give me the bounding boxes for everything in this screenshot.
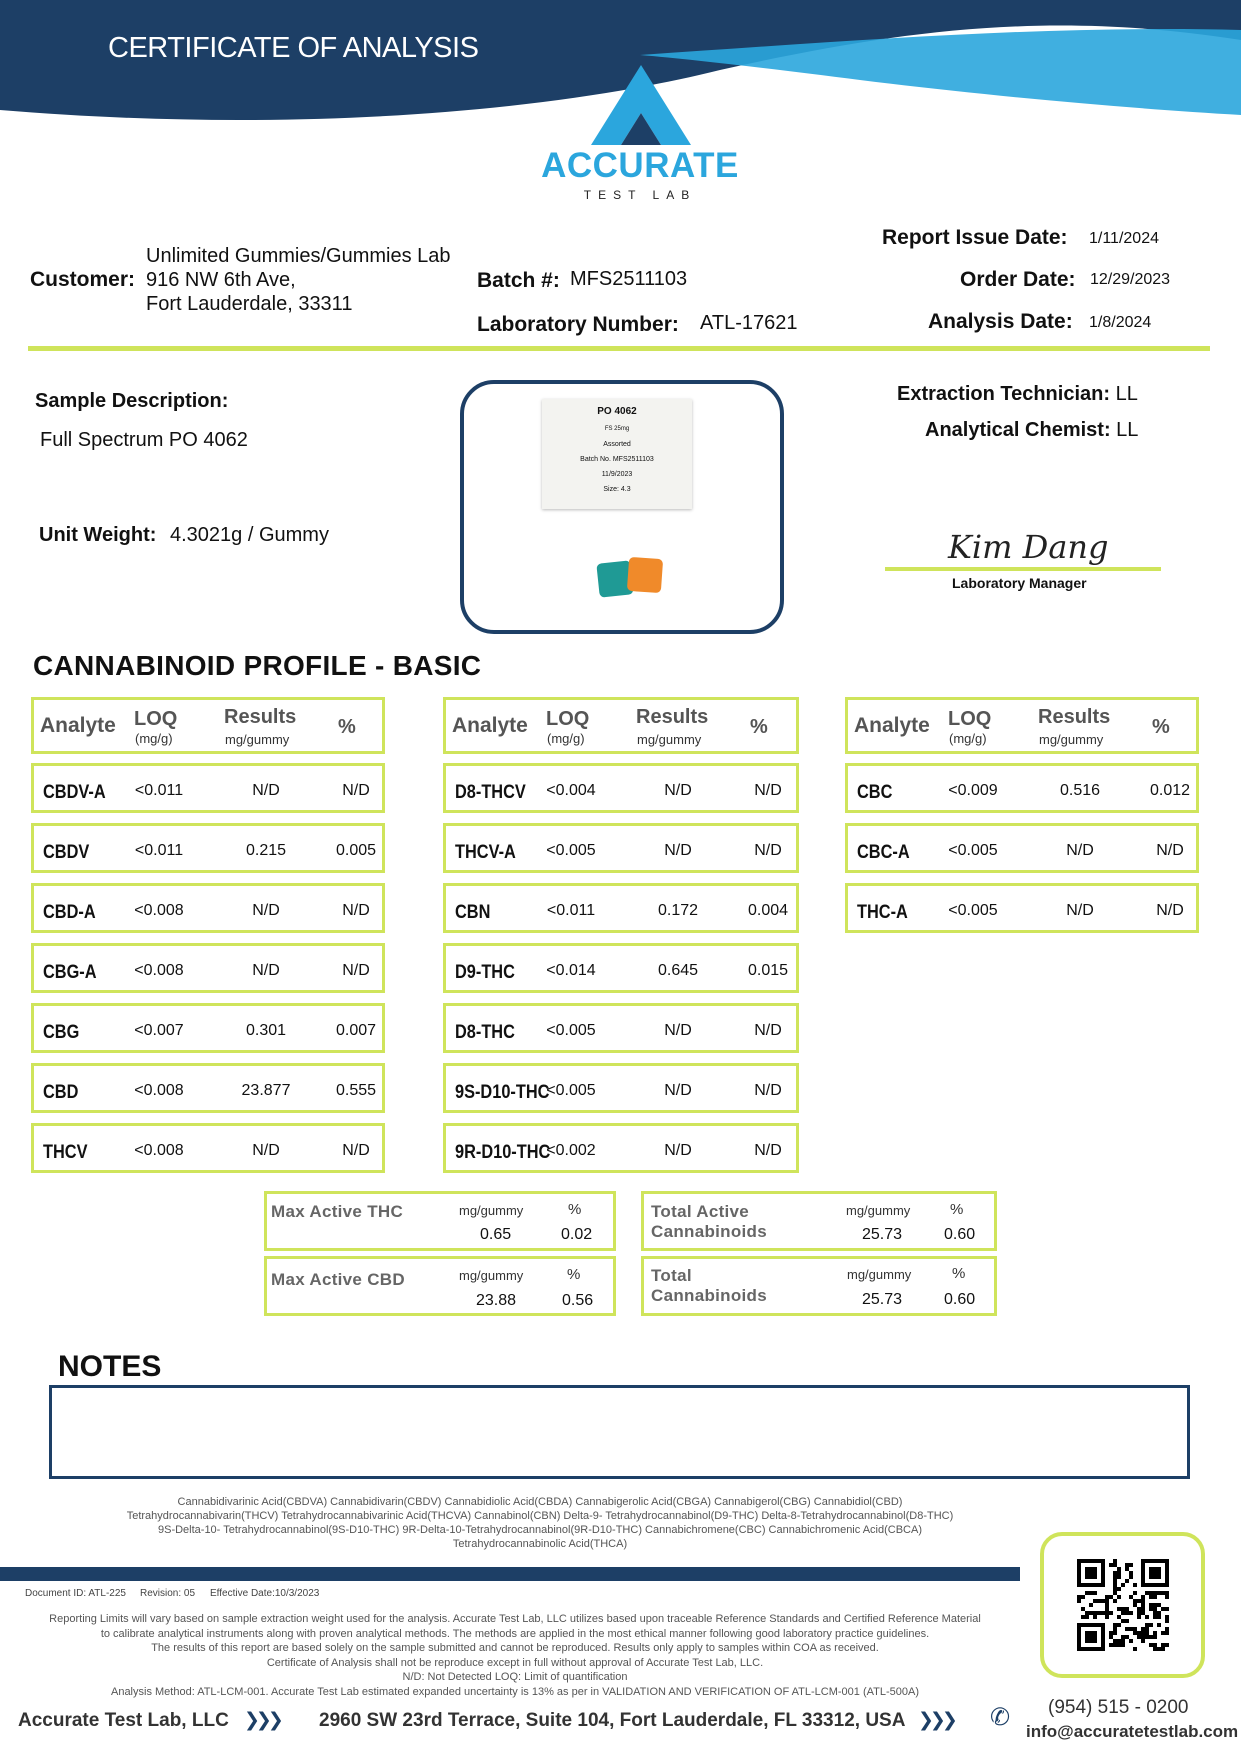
- photo-label-line-1: PO 4062: [597, 406, 637, 417]
- analyte-result: N/D: [252, 902, 280, 919]
- customer-name: Unlimited Gummies/Gummies Lab: [146, 245, 451, 267]
- analyte-percent: N/D: [342, 902, 370, 919]
- report-issue-label: Report Issue Date:: [882, 226, 1068, 249]
- analyte-loq: <0.005: [948, 902, 998, 919]
- analyte-name: D8-THCV: [455, 782, 526, 803]
- photo-label-line-4: Batch No. MFS2511103: [580, 456, 654, 463]
- logo-subtitle: TEST LAB: [583, 188, 697, 202]
- chevrons-icon-2: ❯❯❯: [918, 1710, 954, 1731]
- header-loq: LOQ: [948, 708, 992, 730]
- photo-label-line-5: 11/9/2023: [601, 471, 633, 478]
- total-pct: 0.60: [944, 1291, 976, 1308]
- table-row: [443, 943, 799, 993]
- footer-email[interactable]: info@accuratetestlab.com: [1026, 1722, 1239, 1741]
- max-active-cbd-title: Max Active CBD: [271, 1270, 405, 1289]
- analyte-name: CBD-A: [43, 902, 96, 923]
- header-results-unit: mg/gummy: [1039, 732, 1104, 747]
- header-percent: %: [338, 716, 356, 738]
- analyte-name: CBG-A: [43, 962, 97, 983]
- table-row: [31, 1063, 385, 1113]
- table-row: [443, 1003, 799, 1053]
- analyte-result: N/D: [252, 1142, 280, 1159]
- qr-code-frame: [1040, 1532, 1205, 1678]
- analyte-result: 0.301: [245, 1022, 287, 1039]
- max-active-thc-title: Max Active THC: [271, 1202, 404, 1221]
- analyte-percent: N/D: [342, 782, 370, 799]
- photo-label-line-2: FS 25mg: [604, 426, 630, 432]
- analyte-result: N/D: [664, 1142, 692, 1159]
- header-results-unit: mg/gummy: [637, 732, 702, 747]
- table-header: [31, 697, 385, 754]
- phone-icon: ✆: [990, 1704, 1011, 1731]
- table-row: [31, 1123, 385, 1173]
- table-header: [845, 697, 1199, 754]
- analyte-name: CBN: [455, 902, 491, 923]
- max-active-thc-unit-mg: mg/gummy: [459, 1203, 524, 1218]
- analyte-result: 0.645: [657, 962, 699, 979]
- analyte-name: THC-A: [857, 902, 908, 923]
- analytical-chemist: [925, 419, 1138, 442]
- analyte-name: THCV: [43, 1142, 88, 1163]
- table-row: [443, 883, 799, 933]
- table-row: [31, 943, 385, 993]
- analyte-percent: 0.004: [747, 902, 789, 919]
- analyte-loq: <0.005: [546, 842, 596, 859]
- analyte-loq: <0.007: [134, 1022, 184, 1039]
- total-unit-mg: mg/gummy: [847, 1267, 912, 1282]
- unit-weight-label: Unit Weight:: [39, 524, 157, 546]
- analyte-result: N/D: [252, 782, 280, 799]
- batch-value: MFS2511103: [570, 268, 688, 290]
- analyte-loq: <0.005: [948, 842, 998, 859]
- analyte-percent: N/D: [342, 1142, 370, 1159]
- extraction-technician-value: LL: [1115, 383, 1138, 405]
- table-row: [31, 883, 385, 933]
- profile-title: CANNABINOID PROFILE - BASIC: [33, 650, 482, 681]
- analyte-result: 0.516: [1059, 782, 1101, 799]
- analyte-percent: N/D: [1156, 902, 1184, 919]
- analyte-percent: 0.005: [335, 842, 377, 859]
- analyte-result: N/D: [664, 1082, 692, 1099]
- analyte-percent: N/D: [754, 1022, 782, 1039]
- customer-label: Customer:: [30, 268, 136, 291]
- analyte-name: THCV-A: [455, 842, 516, 863]
- total-active-title-2: Cannabinoids: [651, 1222, 767, 1241]
- table-row: [845, 883, 1199, 933]
- chevrons-icon: ❯❯❯: [244, 1710, 280, 1731]
- batch-label: Batch #:: [477, 269, 560, 292]
- analyte-name: CBC-A: [857, 842, 910, 863]
- analyte-loq: <0.014: [546, 962, 596, 979]
- total-title-1: Total: [651, 1266, 692, 1285]
- analyte-result: N/D: [1066, 902, 1094, 919]
- table-header: [443, 697, 799, 754]
- max-active-thc-unit-pct: %: [568, 1201, 582, 1218]
- total-title-2: Cannabinoids: [651, 1286, 767, 1305]
- analyte-result: 23.877: [241, 1082, 291, 1099]
- analyte-loq: <0.009: [948, 782, 998, 799]
- table-row: [31, 1003, 385, 1053]
- disclaimer-line-3: The results of this report are based solely on the sample submitted and cannot be reproduced. Results only apply to samples within COA as received.: [151, 1642, 879, 1654]
- analysis-date-label: Analysis Date:: [928, 310, 1073, 333]
- total-active-cannabinoids-box: [641, 1191, 997, 1251]
- table-row: [31, 763, 385, 813]
- analytical-chemist-value: LL: [1116, 419, 1139, 441]
- total-active-title-1: Total Active: [651, 1202, 750, 1221]
- disclaimer-line-6: Analysis Method: ATL-LCM-001. Accurate Test Lab estimated expanded uncertainty is 13% as per in VALIDATION AND VERIFICATION OF ATL-LCM-001 (ATL-500A): [110, 1685, 920, 1698]
- extraction-technician: [897, 383, 1138, 406]
- signature-line: [885, 567, 1161, 571]
- table-row: [845, 823, 1199, 873]
- sample-description-label: Sample Description:: [35, 390, 229, 412]
- analyte-result: N/D: [664, 842, 692, 859]
- order-date-label: Order Date:: [960, 268, 1076, 291]
- sample-description: Full Spectrum PO 4062: [40, 429, 248, 451]
- header-results: Results: [224, 706, 297, 728]
- disclaimer-line-5: N/D: Not Detected LOQ: Limit of quantification: [402, 1671, 628, 1683]
- sample-photo: [460, 380, 784, 634]
- analyte-name: CBD: [43, 1082, 79, 1103]
- analyte-loq: <0.008: [134, 902, 184, 919]
- table-row: [845, 763, 1199, 813]
- analyte-percent: N/D: [1156, 842, 1184, 859]
- analyte-result: N/D: [664, 782, 692, 799]
- analyte-loq: <0.004: [546, 782, 596, 799]
- footer-phone[interactable]: (954) 515 - 0200: [1048, 1697, 1189, 1718]
- accurate-logo-icon: [591, 65, 691, 145]
- analyte-name: CBDV-A: [43, 782, 106, 803]
- header-analyte: Analyte: [854, 714, 930, 737]
- total-active-unit-mg: mg/gummy: [846, 1203, 911, 1218]
- analyte-loq: <0.011: [546, 902, 596, 919]
- definitions-line-3: 9S-Delta-10- Tetrahydrocannabinol(9S-D10-THC) 9R-Delta-10-Tetrahydrocannabinol(9R-D10-THC) Cannabichromene(CBC) Cannabichromenic Acid(CBCA): [157, 1524, 922, 1536]
- footer-address: 2960 SW 23rd Terrace, Suite 104, Fort Lauderdale, FL 33312, USA: [319, 1710, 906, 1731]
- lab-number-label: Laboratory Number:: [477, 313, 679, 336]
- analyte-percent: N/D: [754, 782, 782, 799]
- analyte-percent: N/D: [754, 1142, 782, 1159]
- max-active-cbd-mg: 23.88: [476, 1292, 517, 1309]
- analyte-result: 0.172: [657, 902, 699, 919]
- document-effective-date: Effective Date:10/3/2023: [210, 1588, 320, 1599]
- analyte-name: D8-THC: [455, 1022, 515, 1043]
- header-loq: LOQ: [134, 708, 178, 730]
- analyte-percent: N/D: [754, 842, 782, 859]
- analyte-name: CBC: [857, 782, 893, 803]
- document-title: CERTIFICATE OF ANALYSIS: [108, 32, 479, 64]
- header-loq-unit: (mg/g): [547, 731, 585, 746]
- analyte-loq: <0.005: [546, 1082, 596, 1099]
- table-row: [443, 1123, 799, 1173]
- max-active-thc-pct: 0.02: [561, 1226, 593, 1243]
- analysis-date: 1/8/2024: [1089, 314, 1152, 331]
- notes-box: [49, 1385, 1190, 1479]
- customer-address-2: Fort Lauderdale, 33311: [146, 293, 353, 315]
- analyte-name: D9-THC: [455, 962, 515, 983]
- table-row: [31, 823, 385, 873]
- total-unit-pct: %: [952, 1265, 966, 1282]
- divider: [28, 346, 1210, 351]
- max-active-cbd-unit-pct: %: [567, 1266, 581, 1283]
- table-row: [443, 763, 799, 813]
- analyte-result: N/D: [1066, 842, 1094, 859]
- max-active-thc-mg: 0.65: [480, 1226, 512, 1243]
- analyte-loq: <0.008: [134, 1142, 184, 1159]
- definitions-line-2: Tetrahydrocannabivarin(THCV) Tetrahydrocannabivarinic Acid(THCVA) Cannabinol(CBN) Delta-9- Tetrahydrocannabinol(D9-THC) Delta-8-Tetrahydrocannabinol(D8-THC): [126, 1510, 954, 1522]
- disclaimer-line-2: to calibrate analytical instruments along with proven analytical methods. The methods are applied in the most ethical manner following good laboratory practice guidelines.: [100, 1627, 930, 1640]
- header-analyte: Analyte: [40, 714, 116, 737]
- max-active-cbd-box: [264, 1256, 616, 1316]
- analyte-loq: <0.008: [134, 1082, 184, 1099]
- table-row: [443, 823, 799, 873]
- analyte-percent: N/D: [754, 1082, 782, 1099]
- logo-name: ACCURATE: [541, 146, 739, 185]
- table-row: [443, 1063, 799, 1113]
- analyte-result: 0.215: [245, 842, 287, 859]
- definitions-line-1: Cannabidivarinic Acid(CBDVA) Cannabidivarin(CBDV) Cannabidiolic Acid(CBDA) Cannabigerolic Acid(CBGA) Cannabigerol(CBG) Cannabidiol(CBD): [177, 1496, 903, 1508]
- signature: Kim Dang: [948, 528, 1109, 566]
- analyte-percent: 0.012: [1149, 782, 1191, 799]
- extraction-technician-label: Extraction Technician:: [897, 383, 1111, 405]
- analyte-result: N/D: [252, 962, 280, 979]
- analyte-name: 9R-D10-THC: [455, 1142, 551, 1163]
- unit-weight: 4.3021g / Gummy: [170, 524, 329, 546]
- max-active-cbd-unit-mg: mg/gummy: [459, 1268, 524, 1283]
- header-analyte: Analyte: [452, 714, 528, 737]
- analyte-name: CBG: [43, 1022, 80, 1043]
- header-percent: %: [1152, 716, 1170, 738]
- analyte-percent: 0.007: [335, 1022, 377, 1039]
- gummy-orange: [627, 557, 663, 593]
- header-loq-unit: (mg/g): [135, 731, 173, 746]
- photo-label-line-3: Assorted: [603, 441, 631, 448]
- total-cannabinoids-box: [641, 1256, 997, 1316]
- document-revision: Revision: 05: [140, 1588, 196, 1599]
- analytical-chemist-label: Analytical Chemist:: [925, 419, 1111, 441]
- header-loq: LOQ: [546, 708, 590, 730]
- analyte-result: N/D: [664, 1022, 692, 1039]
- analyte-loq: <0.011: [134, 842, 184, 859]
- analyte-loq: <0.005: [546, 1022, 596, 1039]
- definitions-line-4: Tetrahydrocannabinolic Acid(THCA): [452, 1538, 628, 1550]
- total-active-mg: 25.73: [862, 1226, 903, 1243]
- analyte-loq: <0.008: [134, 962, 184, 979]
- max-active-cbd-pct: 0.56: [562, 1292, 594, 1309]
- qr-code-icon[interactable]: [1077, 1559, 1169, 1651]
- header-results-unit: mg/gummy: [225, 732, 290, 747]
- header-results: Results: [636, 706, 709, 728]
- order-date: 12/29/2023: [1090, 271, 1171, 288]
- total-mg: 25.73: [862, 1291, 903, 1308]
- report-issue-date: 1/11/2024: [1089, 230, 1159, 247]
- disclaimer-line-1: Reporting Limits will vary based on sample extraction weight used for the analysis. Accurate Test Lab, LLC utilizes based upon traceable Reference Standards and Certified Reference Material: [49, 1613, 981, 1625]
- header-loq-unit: (mg/g): [949, 731, 987, 746]
- total-active-unit-pct: %: [950, 1201, 964, 1218]
- customer-address-1: 916 NW 6th Ave,: [146, 269, 296, 291]
- analyte-percent: 0.555: [335, 1082, 377, 1099]
- total-active-pct: 0.60: [944, 1226, 976, 1243]
- analyte-loq: <0.002: [546, 1142, 596, 1159]
- analyte-percent: N/D: [342, 962, 370, 979]
- header-percent: %: [750, 716, 768, 738]
- analyte-name: CBDV: [43, 842, 90, 863]
- document-id: Document ID: ATL-225: [25, 1588, 126, 1599]
- footer-bar: [0, 1567, 1020, 1581]
- analyte-loq: <0.011: [134, 782, 184, 799]
- lab-number-value: ATL-17621: [700, 312, 798, 334]
- photo-label-line-6: Size: 4.3: [603, 486, 631, 493]
- manager-label: Laboratory Manager: [952, 575, 1087, 591]
- header-results: Results: [1038, 706, 1111, 728]
- max-active-thc-box: [264, 1191, 616, 1251]
- disclaimer-line-4: Certificate of Analysis shall not be reproduce except in full without approval of Accurate Test Lab, LLC.: [266, 1656, 764, 1669]
- analyte-percent: 0.015: [747, 962, 789, 979]
- footer-company: Accurate Test Lab, LLC: [18, 1710, 229, 1731]
- notes-title: NOTES: [58, 1350, 162, 1383]
- analyte-name: 9S-D10-THC: [455, 1082, 550, 1103]
